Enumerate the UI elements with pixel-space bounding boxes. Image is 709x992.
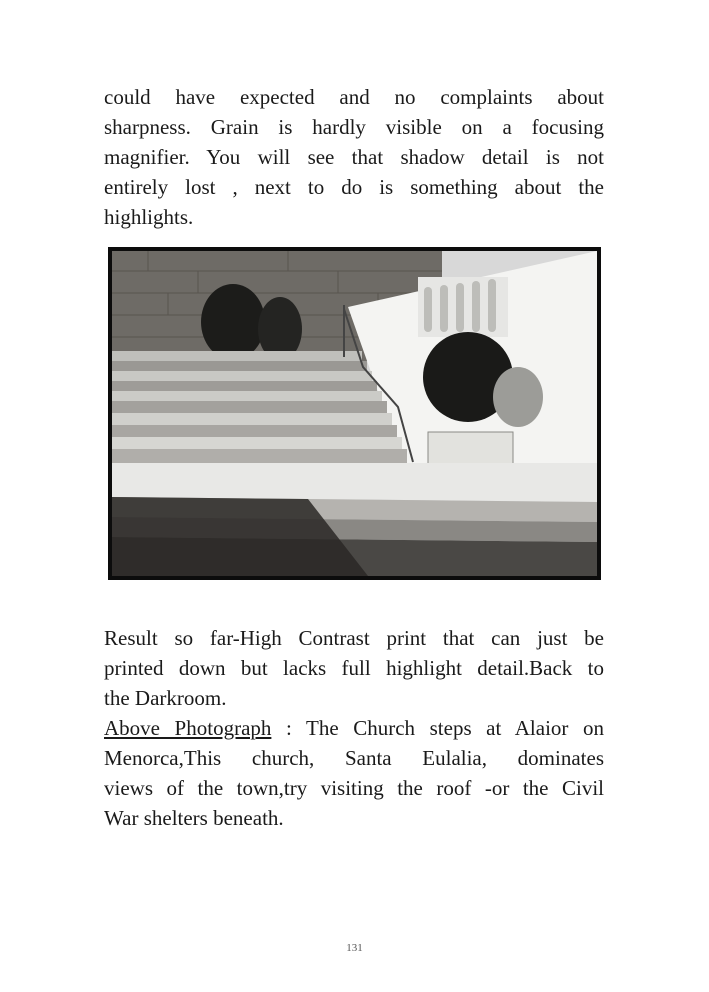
caption-paragraph	[104, 713, 604, 833]
text-line: could have expected and no complaints about	[104, 85, 604, 109]
text-line: sharpness. Grain is hardly visible on a focusing	[104, 115, 604, 139]
text-line	[104, 713, 604, 743]
result-paragraph	[104, 623, 604, 713]
text-line: the Darkroom.	[104, 686, 227, 710]
text-line: magnifier. You will see that shadow detail is not	[104, 145, 604, 169]
text-line: entirely lost , next to do is something about the	[104, 175, 604, 199]
text-line: views of the town,try visiting the roof -or the Civil	[104, 776, 604, 800]
caption-label: Above Photograph	[104, 716, 272, 740]
page-number: 131	[346, 942, 363, 954]
text-line: Menorca,This church, Santa Eulalia, dominates	[104, 746, 604, 770]
church-steps-photo	[108, 247, 601, 580]
intro-paragraph	[104, 82, 604, 232]
text-line: printed down but lacks full highlight detail.Back to	[104, 656, 604, 680]
text-line: highlights.	[104, 205, 194, 229]
text-line: Result so far-High Contrast print that can just be	[104, 626, 604, 650]
caption-text: : The Church steps at Alaior on	[271, 716, 604, 740]
text-line: War shelters beneath.	[104, 806, 284, 830]
